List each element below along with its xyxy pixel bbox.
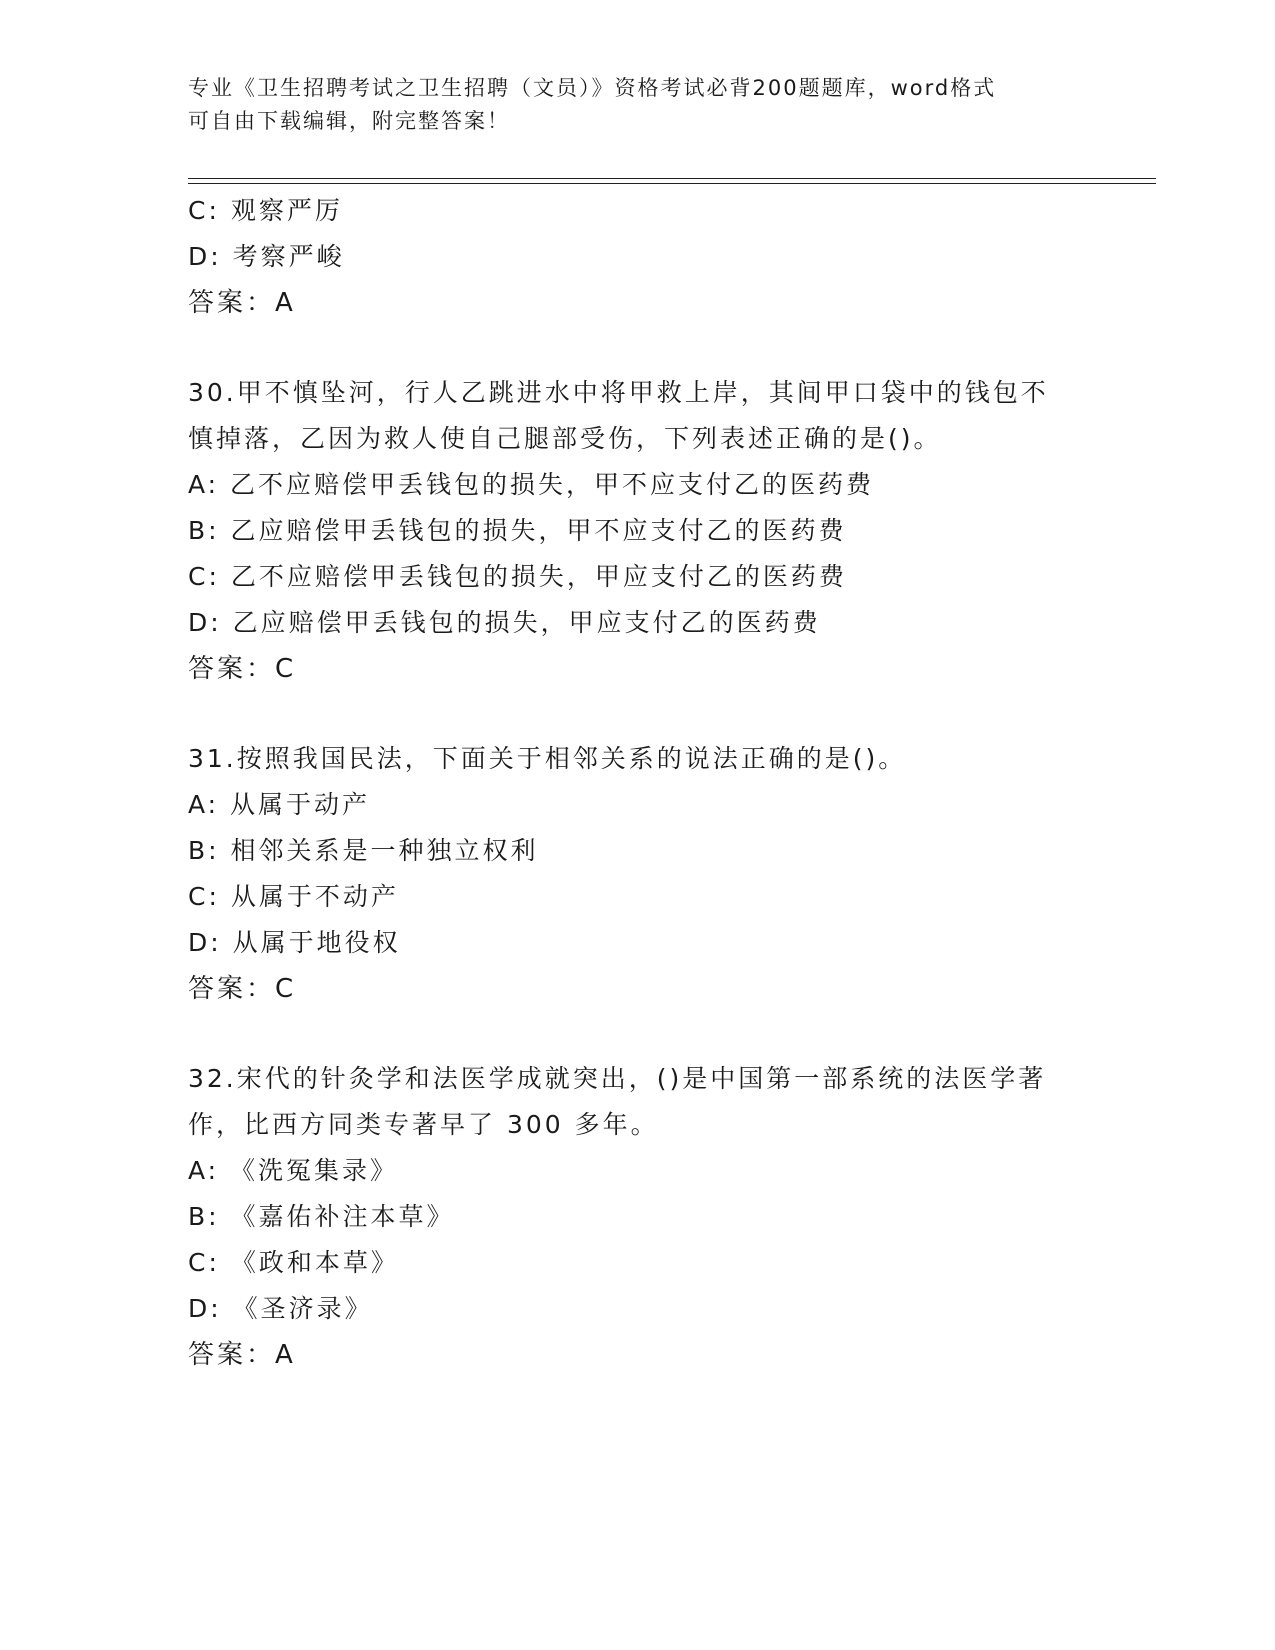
header-divider-bottom bbox=[188, 183, 1156, 184]
answer-line: 答案：A bbox=[188, 288, 296, 318]
option-d: D: 《圣济录》 bbox=[188, 1294, 373, 1323]
header-line-2: 可自由下载编辑，附完整答案！ bbox=[188, 109, 510, 133]
option-c: C: 观察严厉 bbox=[188, 196, 343, 225]
option-a: A: 从属于动产 bbox=[188, 790, 371, 819]
option-a: A: 乙不应赔偿甲丢钱包的损失，甲不应支付乙的医药费 bbox=[188, 470, 875, 499]
question-stem-line-2: 慎掉落，乙因为救人使自己腿部受伤，下列表述正确的是()。 bbox=[188, 424, 942, 453]
answer-line: 答案：C bbox=[188, 974, 297, 1004]
option-a: A: 《洗冤集录》 bbox=[188, 1156, 399, 1185]
question-stem-line-1: 32.宋代的针灸学和法医学成就突出，()是中国第一部系统的法医学著 bbox=[188, 1064, 1047, 1093]
question-29-tail bbox=[188, 188, 1088, 326]
question-30 bbox=[188, 370, 1088, 692]
question-32 bbox=[188, 1056, 1088, 1378]
option-c: C: 《政和本草》 bbox=[188, 1248, 399, 1277]
header-divider-top bbox=[188, 178, 1156, 179]
answer-line: 答案：A bbox=[188, 1340, 296, 1370]
document-header bbox=[188, 72, 1088, 138]
option-b: B: 乙应赔偿甲丢钱包的损失，甲不应支付乙的医药费 bbox=[188, 516, 847, 545]
option-c: C: 乙不应赔偿甲丢钱包的损失，甲应支付乙的医药费 bbox=[188, 562, 847, 591]
option-c: C: 从属于不动产 bbox=[188, 882, 399, 911]
question-list bbox=[188, 188, 1088, 1378]
option-d: D: 从属于地役权 bbox=[188, 928, 401, 957]
option-d: D: 考察严峻 bbox=[188, 242, 345, 271]
option-b: B: 相邻关系是一种独立权利 bbox=[188, 836, 539, 865]
question-31 bbox=[188, 736, 1088, 1012]
question-stem-line-1: 31.按照我国民法，下面关于相邻关系的说法正确的是()。 bbox=[188, 744, 907, 773]
option-d: D: 乙应赔偿甲丢钱包的损失，甲应支付乙的医药费 bbox=[188, 608, 821, 637]
question-stem-line-1: 30.甲不慎坠河，行人乙跳进水中将甲救上岸，其间甲口袋中的钱包不 bbox=[188, 378, 1049, 407]
answer-line: 答案：C bbox=[188, 654, 297, 684]
option-b: B: 《嘉佑补注本草》 bbox=[188, 1202, 455, 1231]
header-line-1: 专业《卫生招聘考试之卫生招聘（文员）》资格考试必背200题题库，word格式 bbox=[188, 76, 997, 100]
question-stem-line-2: 作，比西方同类专著早了 300 多年。 bbox=[188, 1110, 659, 1139]
